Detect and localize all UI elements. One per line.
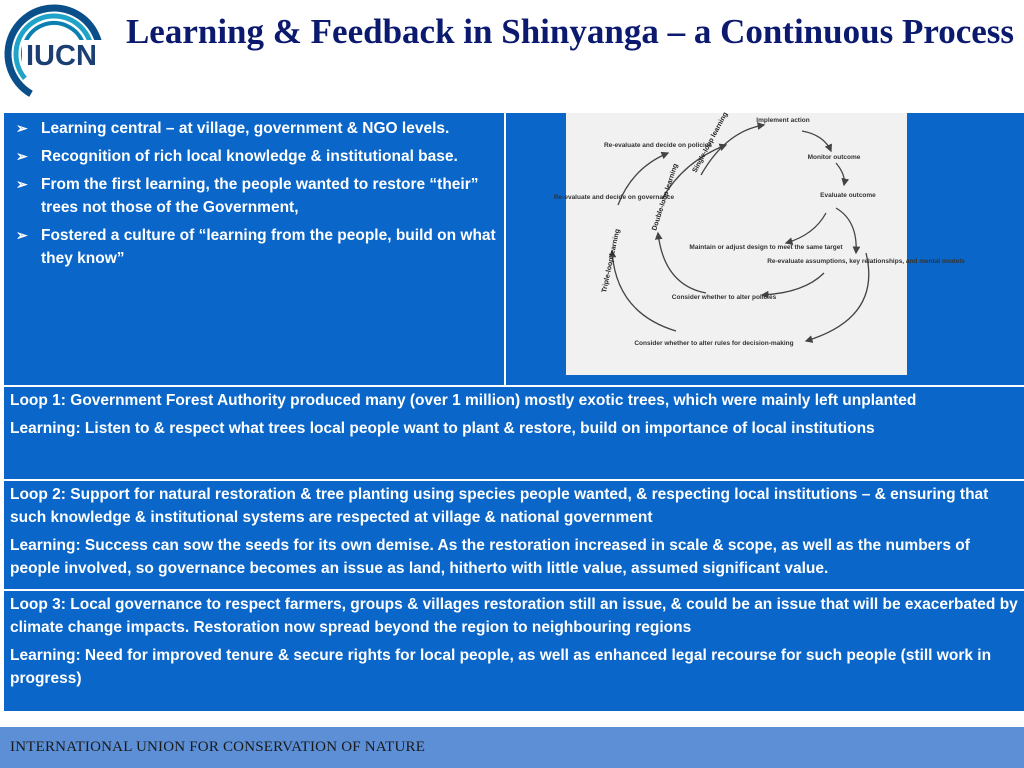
- bullet-item: [12, 224, 496, 270]
- node-consider-rules: Consider whether to alter rules for decision-making: [634, 340, 794, 347]
- node-reevaluate-governance: Re-evaluate and decide on governance: [553, 194, 675, 201]
- bullet-text: From the first learning, the people wanted to restore “their” trees not those of the Government,: [41, 176, 479, 216]
- logo-text: IUCN: [26, 40, 97, 72]
- arc-monitor-evaluate: [836, 163, 844, 185]
- arc-evaluate-maintain: [786, 213, 826, 243]
- footer-bar: [0, 727, 1024, 768]
- node-implement: Implement action: [756, 117, 810, 124]
- label-triple-loop: Triple-loop learning: [601, 228, 622, 294]
- loop-2-learning: Learning: Success can sow the seeds for its own demise. As the restoration increased in scale & scope, as well as the numbers of people involved, so governance becomes an issue as land, hitherto with little value, assumed significant value.: [10, 537, 970, 577]
- node-monitor: Monitor outcome: [807, 154, 861, 161]
- learning-loops-figure: [553, 111, 965, 375]
- iucn-logo: [2, 2, 114, 102]
- loop-1-text: Loop 1: Government Forest Authority produced many (over 1 million) mostly exotic trees, which were mainly left unplanted: [10, 392, 917, 409]
- label-single-loop: Single-loop learning: [691, 111, 730, 174]
- bullet-item: [12, 173, 496, 219]
- outer-arc-right: [806, 253, 869, 341]
- iucn-logo-graphic: [2, 2, 114, 102]
- node-reevaluate-policies: Re-evaluate and decide on policies: [603, 142, 713, 149]
- page-title: Learning & Feedback in Shinyanga – a Continuous Process: [125, 12, 1015, 51]
- diagram-cell: [506, 113, 1024, 385]
- loop-3-text: Loop 3: Local governance to respect farmers, groups & villages restoration still an issue, & could be an issue that will be exacerbated by climate change impacts. Restoration now spread beyond the region to neighbouring regions: [10, 596, 1018, 636]
- double-loop-arc: [658, 233, 706, 293]
- loop-2-text: Loop 2: Support for natural restoration & tree planting using species people wanted, & respecting local institutions – & ensuring that such knowledge & institutional systems are respected at village & national government: [10, 486, 989, 526]
- arrow-bullet-icon: ➢: [16, 120, 28, 136]
- bullet-text: Recognition of rich local knowledge & institutional base.: [41, 148, 458, 165]
- bullet-cell: [4, 113, 504, 385]
- content-table: [4, 113, 1024, 711]
- bullet-item: [12, 145, 496, 168]
- arrow-bullet-icon: ➢: [16, 227, 28, 243]
- loop-3-cell: [4, 591, 1024, 711]
- loop-2-cell: [4, 481, 1024, 589]
- arrow-bullet-icon: ➢: [16, 148, 28, 164]
- bullet-item: [12, 117, 496, 140]
- learning-loops-diagram: [553, 111, 965, 375]
- arc-reevaluate-consider: [762, 273, 824, 295]
- node-maintain: Maintain or adjust design to meet the same target: [689, 244, 843, 251]
- loop-1-learning: Learning: Listen to & respect what trees local people want to plant & restore, build on importance of local institutions: [10, 420, 875, 437]
- bullet-text: Fostered a culture of “learning from the people, build on what they know”: [41, 227, 496, 267]
- bullet-text: Learning central – at village, government & NGO levels.: [41, 120, 450, 137]
- node-reevaluate-assumptions: Re-evaluate assumptions, key relationships, and mental models: [767, 258, 965, 265]
- loop-3-learning: Learning: Need for improved tenure & secure rights for local people, as well as enhanced legal recourse for such people (still work in progress): [10, 647, 992, 687]
- arrow-bullet-icon: ➢: [16, 176, 28, 192]
- node-evaluate: Evaluate outcome: [820, 192, 876, 199]
- loop-1-cell: [4, 387, 1024, 479]
- label-double-loop: Double-loop learning: [651, 162, 680, 232]
- node-consider-policies: Consider whether to alter policies: [671, 294, 777, 301]
- bullet-list: [12, 117, 496, 270]
- arc-implement-monitor: [802, 131, 831, 151]
- footer-text: INTERNATIONAL UNION FOR CONSERVATION OF NATURE: [10, 739, 426, 755]
